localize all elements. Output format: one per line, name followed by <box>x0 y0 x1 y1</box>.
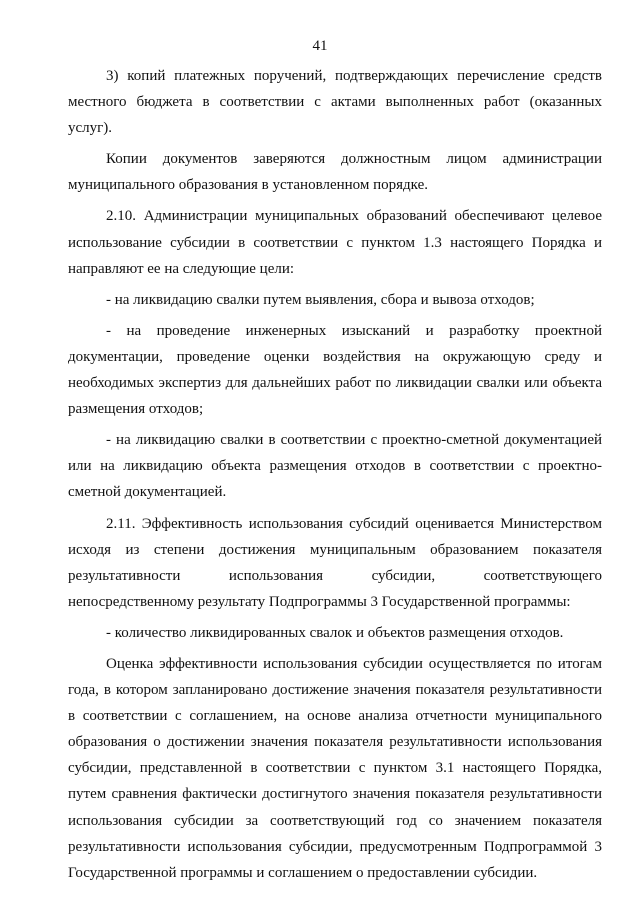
paragraph-efficiency-assessment <box>68 651 602 886</box>
page-number: 41 <box>312 38 328 54</box>
text-line: результативности использования субсидии, предусмотренным Подпрограммой 3 <box>68 838 602 855</box>
paragraph-certification <box>68 146 602 198</box>
list-item-landfill-count <box>68 620 602 646</box>
text-line: в соответствии с соглашением, на основе анализа отчетности муниципального <box>68 708 602 725</box>
text-line: года, в котором запланировано достижение значения показателя результативности <box>68 682 602 699</box>
text-line: сметной документацией. <box>68 484 227 501</box>
paragraph-item-3 <box>68 63 602 141</box>
text-line: или на ликвидацию объекта размещения отходов в соответствии с проектно- <box>68 458 602 475</box>
text-line: 2.11. Эффективность использования субсидий оценивается Министерством <box>106 515 602 532</box>
paragraph-2-10 <box>68 203 602 281</box>
list-item-project-documentation <box>68 427 602 505</box>
text-line: образования о достижении значения показателя результативности использования <box>68 734 602 751</box>
text-line: услуг). <box>68 120 113 137</box>
text-line: Копии документов заверяются должностным лицом администрации <box>106 151 602 168</box>
text-line: 2.10. Администрации муниципальных образований обеспечивают целевое <box>106 208 602 225</box>
text-line: исходя из степени достижения муниципальным образованием показателя <box>68 541 602 558</box>
text-line: путем сравнения фактически достигнутого значения показателя результативности <box>68 786 602 803</box>
document-body <box>68 63 602 886</box>
text-line: размещения отходов; <box>68 401 204 418</box>
list-item-landfill-collection <box>68 287 602 313</box>
list-item-engineering-surveys <box>68 318 602 422</box>
text-line: - на проведение инженерных изысканий и разработку проектной <box>106 322 602 339</box>
paragraph-2-11 <box>68 511 602 615</box>
text-line: местного бюджета в соответствии с актами выполненных работ (оказанных <box>68 94 602 111</box>
text-line: использование субсидии в соответствии с пунктом 1.3 настоящего Порядка и <box>68 234 602 251</box>
text-line: муниципального образования в установленном порядке. <box>68 177 429 194</box>
text-line: субсидии, представленной в соответствии с пунктом 3.1 настоящего Порядка, <box>68 760 602 777</box>
text-line: необходимых экспертиз для дальнейших работ по ликвидации свалки или объекта <box>68 375 602 392</box>
text-line: - на ликвидацию свалки в соответствии с проектно-сметной документацией <box>106 432 602 449</box>
text-line: непосредственному результату Подпрограммы 3 Государственной программы: <box>68 593 571 610</box>
text-line: направляют ее на следующие цели: <box>68 260 295 277</box>
text-line: 3) копий платежных поручений, подтверждающих перечисление средств <box>106 68 602 84</box>
text-line: Оценка эффективности использования субсидии осуществляется по итогам <box>106 655 602 672</box>
text-line: - на ликвидацию свалки путем выявления, сбора и вывоза отходов; <box>106 291 535 308</box>
text-line: результативности использования субсидии, соответствующего <box>68 567 602 584</box>
text-line: Государственной программы и соглашением о предоставлении субсидии. <box>68 864 538 881</box>
text-line: использования субсидии за соответствующий год со значением показателя <box>68 812 602 829</box>
text-line: - количество ликвидированных свалок и объектов размещения отходов. <box>106 624 564 641</box>
text-line: документации, проведение оценки воздействия на окружающую среду и <box>68 348 602 365</box>
